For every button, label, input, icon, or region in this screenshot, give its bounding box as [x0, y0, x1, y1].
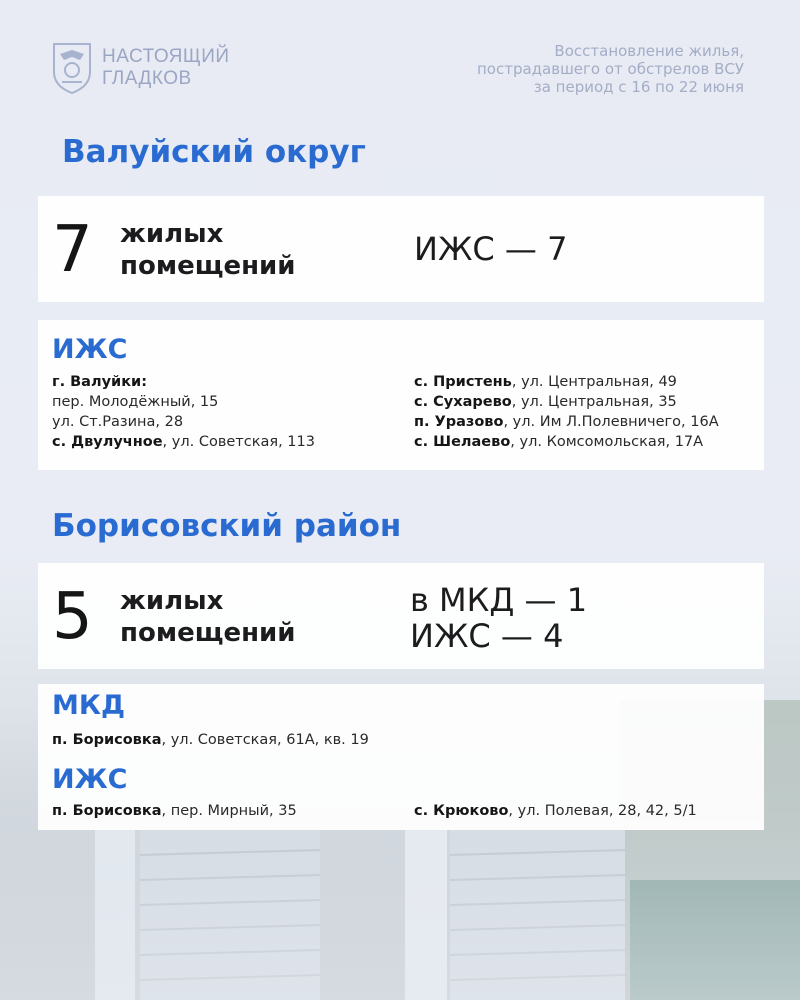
address-item: п. Уразово, ул. Им Л.Полевничего, 16А	[414, 414, 719, 430]
section-title-borisovka: Борисовский район	[52, 508, 402, 544]
address-list-right	[414, 372, 719, 452]
summary-card-borisovka	[38, 563, 764, 669]
address-list-left	[52, 372, 315, 452]
mkd-title: МКД	[52, 690, 125, 721]
section-title-valuyki: Валуйский округ	[62, 134, 366, 170]
address-item: с. Крюково, ул. Полевая, 28, 42, 5/1	[414, 803, 697, 819]
dwelling-label-line-1: жилых	[120, 586, 224, 616]
izhs-title: ИЖС	[52, 334, 128, 365]
stat-mkd: в МКД — 1	[410, 581, 588, 619]
address-card-valuyki	[38, 320, 764, 470]
address-card-borisovka	[38, 684, 764, 830]
dwelling-label	[120, 218, 296, 282]
address-item: ул. Ст.Разина, 28	[52, 414, 184, 430]
izhs-title: ИЖС	[52, 764, 128, 795]
dwelling-label-line-2: помещений	[120, 618, 296, 648]
address-item: с. Сухарево, ул. Центральная, 35	[414, 394, 677, 410]
address-item: с. Двулучное, ул. Советская, 113	[52, 434, 315, 450]
header-note-line: Восстановление жилья,	[554, 42, 744, 60]
stat-izhs: ИЖС — 4	[410, 617, 564, 655]
dwelling-count: 5	[52, 580, 93, 654]
address-item: с. Пристень, ул. Центральная, 49	[414, 374, 677, 390]
header-note-line: пострадавшего от обстрелов ВСУ	[477, 60, 744, 78]
coat-of-arms-icon	[52, 42, 92, 94]
logo-line-2: ГЛАДКОВ	[102, 68, 192, 89]
logo	[52, 42, 230, 94]
logo-line-1: НАСТОЯЩИЙ	[102, 46, 230, 67]
address-item: п. Борисовка, ул. Советская, 61А, кв. 19	[52, 732, 369, 748]
summary-card-valuyki	[38, 196, 764, 302]
address-item: г. Валуйки:	[52, 374, 148, 390]
address-item: пер. Молодёжный, 15	[52, 394, 219, 410]
address-item: п. Борисовка, пер. Мирный, 35	[52, 803, 297, 819]
stat-izhs: ИЖС — 7	[414, 230, 568, 268]
header-note	[384, 42, 744, 96]
header-note-line: за период с 16 по 22 июня	[533, 78, 744, 96]
dwelling-label-line-1: жилых	[120, 219, 224, 249]
dwelling-label-line-2: помещений	[120, 251, 296, 281]
dwelling-label	[120, 585, 296, 649]
dwelling-count: 7	[52, 213, 93, 287]
address-item: с. Шелаево, ул. Комсомольская, 17А	[414, 434, 704, 450]
